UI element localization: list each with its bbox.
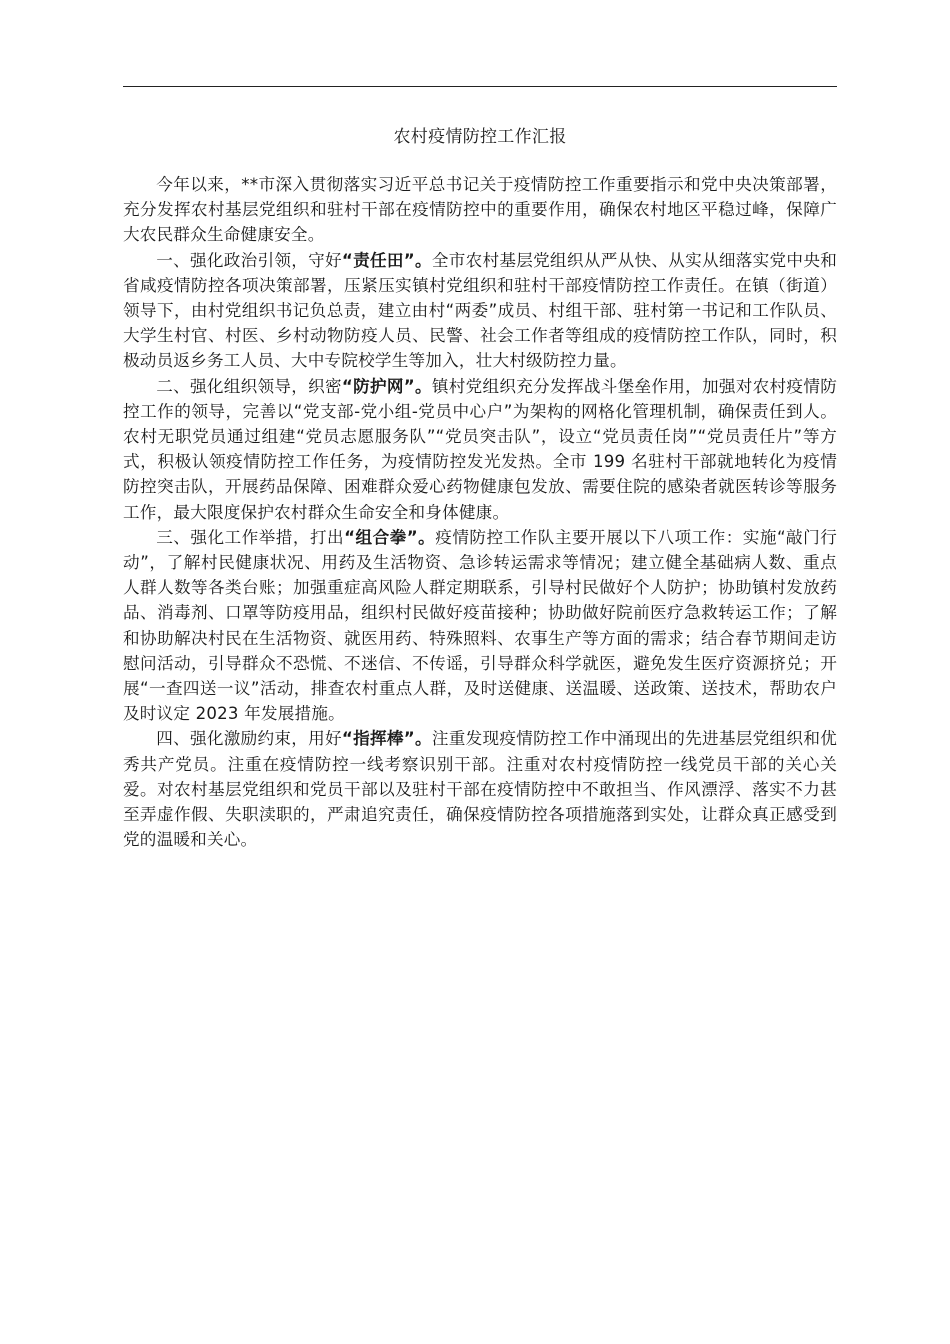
document-body <box>123 172 837 852</box>
section-body: 镇村党组织充分发挥战斗堡垒作用，加强对农村疫情防控工作的领导，完善以“党支部-党小组-党员中心户”为架构的网格化管理机制，确保责任到人。农村无职党员通过组建“党员志愿服务队”“党员突击队”，设立“党员责任岗”“党员责任片”等方式，积极认领疫情防控工作任务，为疫情防控发光发热。全市 199 名驻村干部就地转化为疫情防控突击队，开展药品保障、困难群众爱心药物健康包发放、需要住院的感染者就医转诊等服务工作，最大限度保护农村群众生命安全和身体健康。 <box>123 376 837 522</box>
section-paragraph-3 <box>123 525 837 727</box>
section-lead: 三、强化工作举措，打出 <box>156 527 345 547</box>
intro-paragraph: 今年以来，**市深入贯彻落实习近平总书记关于疫情防控工作重要指示和党中央决策部署，充分发挥农村基层党组织和驻村干部在疫情防控中的重要作用，确保农村地区平稳过峰，保障广大农民群众生命健康安全。 <box>123 175 837 245</box>
section-keyword: “组合拳”。 <box>344 527 436 547</box>
document-title: 农村疫情防控工作汇报 <box>393 127 567 147</box>
section-paragraph-1 <box>123 248 837 374</box>
section-paragraph-2 <box>123 374 837 525</box>
section-body: 疫情防控工作队主要开展以下八项工作：实施“敲门行动”，了解村民健康状况、用药及生活物资、急诊转运需求等情况；建立健全基础病人数、重点人群人数等各类台账；加强重症高风险人群定期联系，引导村民做好个人防护；协助镇村发放药品、消毒剂、口罩等防疫用品，组织村民做好疫苗接种；协助做好院前医疗急救转运工作；了解和协助解决村民在生活物资、就医用药、特殊照料、农事生产等方面的需求；结合春节期间走访慰问活动，引导群众不恐慌、不迷信、不传谣，引导群众科学就医，避免发生医疗资源挤兑；开展“一查四送一议”活动，排查农村重点人群，及时送健康、送温暖、送政策、送技术，帮助农户及时议定 2023 年发展措施。 <box>123 527 838 724</box>
header-rule <box>123 86 837 87</box>
section-lead: 一、强化政治引领，守好 <box>156 250 342 270</box>
section-lead: 四、强化激励约束，用好 <box>156 729 342 749</box>
section-keyword: “指挥棒”。 <box>341 729 432 749</box>
section-paragraph-4 <box>123 726 837 852</box>
section-body: 注重发现疫情防控工作中涌现出的先进基层党组织和优秀共产党员。注重在疫情防控一线考察识别干部。注重对农村疫情防控一线党员干部的关心关爱。对农村基层党组织和党员干部以及驻村干部在疫情防控中不敢担当、作风漂浮、落实不力甚至弄虚作假、失职渎职的，严肃追究责任，确保疫情防控各项措施落到实处，让群众真正感受到党的温暖和关心。 <box>123 729 837 850</box>
section-keyword: “责任田”。 <box>341 250 432 270</box>
section-lead: 二、强化组织领导，织密 <box>156 376 342 396</box>
section-keyword: “防护网”。 <box>341 376 432 396</box>
section-body: 全市农村基层党组织从严从快、从实从细落实党中央和省咸疫情防控各项决策部署，压紧压实镇村党组织和驻村干部疫情防控工作责任。在镇（街道）领导下，由村党组织书记负总责，建立由村“两委”成员、村组干部、驻村第一书记和工作队员、大学生村官、村医、乡村动物防疫人员、民警、社会工作者等组成的疫情防控工作队，同时，积极动员返乡务工人员、大中专院校学生等加入，壮大村级防控力量。 <box>123 250 837 371</box>
